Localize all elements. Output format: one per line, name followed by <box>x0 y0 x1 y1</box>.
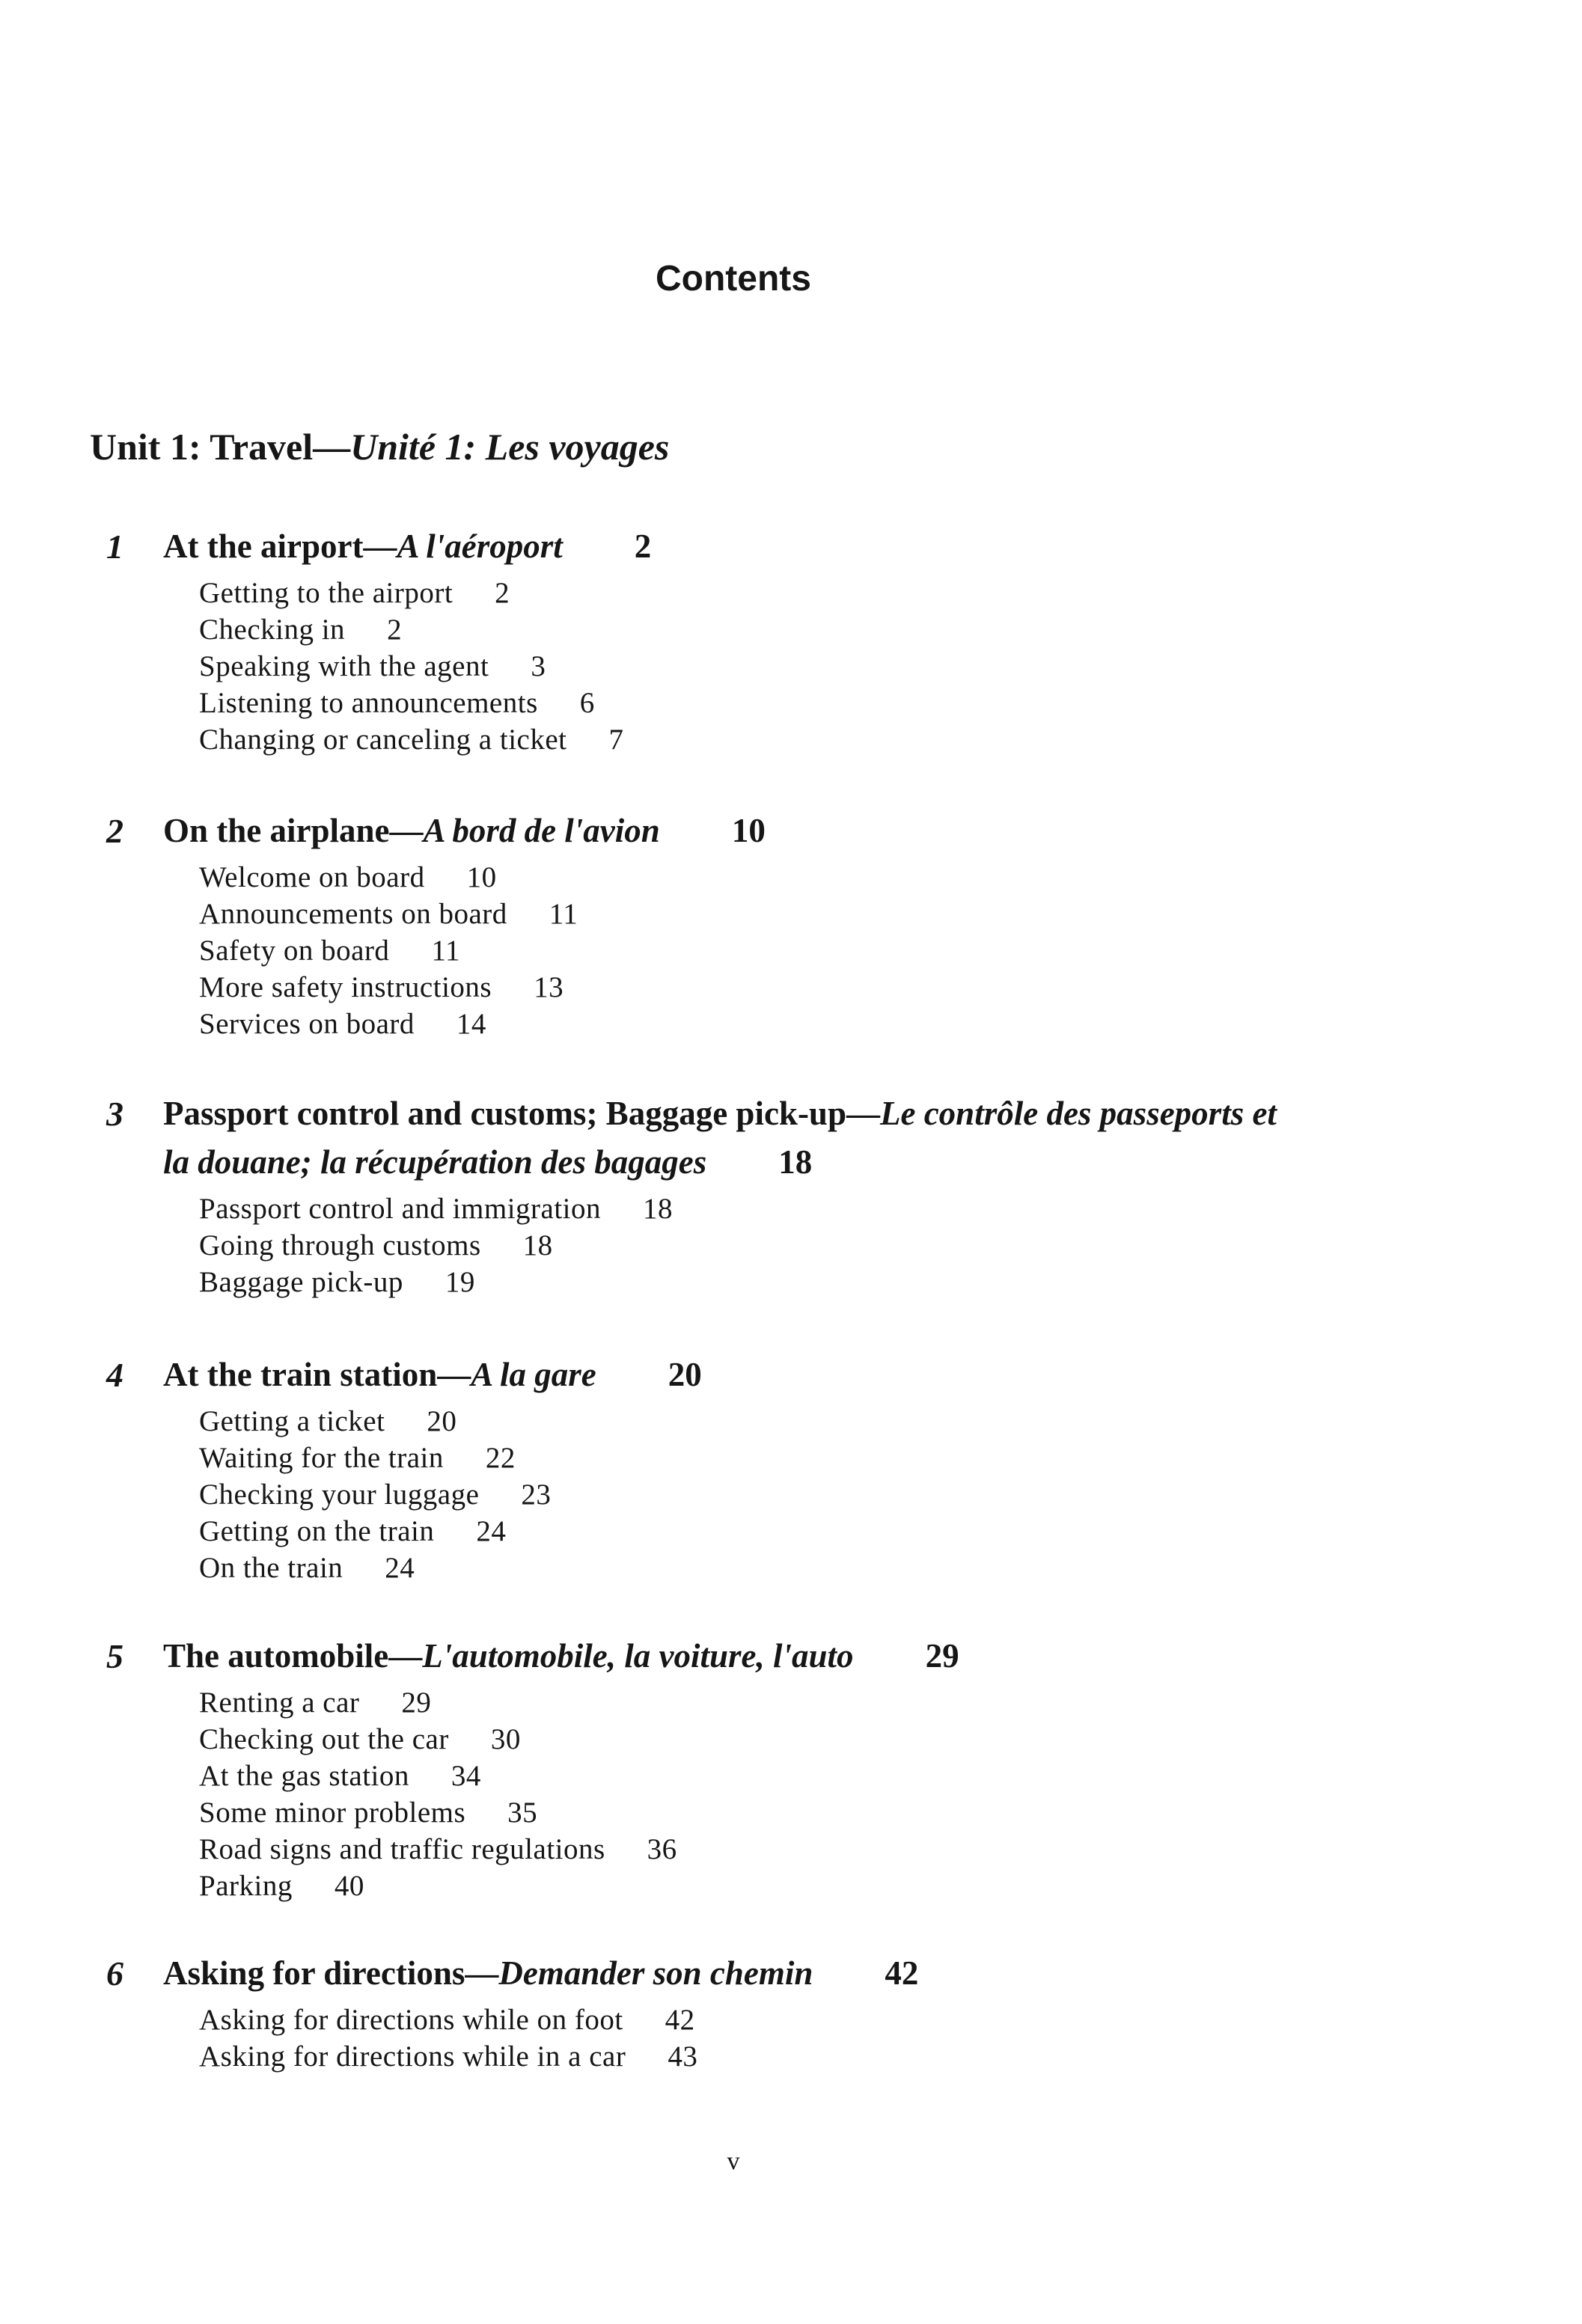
chapter-title-french: Le contrôle des passeports et <box>880 1095 1277 1132</box>
section-title: Announcements on board <box>199 898 507 930</box>
section-page-number: 18 <box>522 1229 553 1262</box>
section-entry[interactable] <box>199 1265 475 1299</box>
section-entry[interactable] <box>199 686 595 720</box>
section-title: Going through customs <box>199 1229 481 1262</box>
section-title: On the train <box>199 1552 343 1584</box>
section-title: Listening to announcements <box>199 687 538 719</box>
section-entry[interactable] <box>199 1832 677 1866</box>
chapter-number: 1 <box>106 528 123 566</box>
section-page-number: 35 <box>507 1796 538 1829</box>
section-title: Welcome on board <box>199 861 425 893</box>
unit-label-french: Unité 1: Les voyages <box>350 426 670 468</box>
section-page-number: 11 <box>549 898 578 930</box>
section-entry[interactable] <box>199 1869 364 1903</box>
section-entry[interactable] <box>199 649 546 683</box>
section-entry[interactable] <box>199 1229 553 1262</box>
chapter-title-english: The automobile— <box>163 1637 423 1675</box>
chapter-title[interactable] <box>163 1954 918 1993</box>
section-title: Road signs and traffic regulations <box>199 1833 605 1865</box>
section-title: Speaking with the agent <box>199 650 489 682</box>
chapter-title-continued[interactable] <box>163 1143 812 1181</box>
section-page-number: 19 <box>445 1266 475 1298</box>
chapter-page-number: 29 <box>925 1637 959 1675</box>
section-title: Checking your luggage <box>199 1479 480 1511</box>
section-entry[interactable] <box>199 2003 695 2037</box>
section-page-number: 43 <box>668 2040 698 2073</box>
section-page-number: 29 <box>401 1687 432 1719</box>
section-entry[interactable] <box>199 1404 456 1438</box>
section-title: Renting a car <box>199 1687 360 1719</box>
section-page-number: 3 <box>531 650 546 682</box>
section-title: Parking <box>199 1870 293 1902</box>
section-entry[interactable] <box>199 860 497 894</box>
unit-label: Unit 1: Travel— <box>90 426 351 468</box>
section-title: Waiting for the train <box>199 1442 444 1474</box>
section-page-number: 23 <box>521 1479 552 1511</box>
page-title: Contents <box>656 259 811 299</box>
section-page-number: 24 <box>385 1552 415 1584</box>
section-page-number: 6 <box>579 687 595 719</box>
chapter-title-french: Demander son chemin <box>498 1954 813 1992</box>
chapter-title-english: At the train station— <box>163 1356 471 1393</box>
section-title: Getting on the train <box>199 1515 435 1547</box>
unit-heading <box>90 425 669 468</box>
section-entry[interactable] <box>199 2040 697 2073</box>
section-page-number: 14 <box>456 1008 486 1040</box>
section-entry[interactable] <box>199 897 578 931</box>
section-title: Some minor problems <box>199 1796 466 1829</box>
chapter-title-english: At the airport— <box>163 528 397 565</box>
chapter-title[interactable] <box>163 1636 959 1675</box>
section-title: Baggage pick-up <box>199 1266 403 1298</box>
chapter-title-english: Passport control and customs; Baggage pick-up— <box>163 1095 880 1132</box>
section-title: Safety on board <box>199 935 390 967</box>
section-title: Getting a ticket <box>199 1405 385 1437</box>
section-entry[interactable] <box>199 1722 521 1756</box>
section-page-number: 40 <box>334 1870 364 1902</box>
section-page-number: 20 <box>427 1405 457 1437</box>
chapter-title-french: A la gare <box>471 1356 596 1393</box>
section-page-number: 2 <box>495 577 510 609</box>
section-title: Checking in <box>199 614 346 646</box>
section-title: Services on board <box>199 1008 415 1040</box>
section-page-number: 30 <box>490 1723 521 1755</box>
chapter-number: 3 <box>106 1095 123 1133</box>
chapter-page-number: 10 <box>731 812 766 849</box>
chapter-title-french-line2: la douane; la récupération des bagages <box>163 1143 707 1181</box>
section-page-number: 24 <box>476 1515 507 1547</box>
chapter-number: 6 <box>106 1954 123 1993</box>
section-entry[interactable] <box>199 723 624 756</box>
section-page-number: 34 <box>451 1760 481 1792</box>
section-title: Asking for directions while on foot <box>199 2004 623 2036</box>
chapter-page-number: 42 <box>885 1954 919 1992</box>
chapter-title[interactable] <box>163 1094 1277 1133</box>
chapter-title-french: A l'aéroport <box>397 528 563 565</box>
chapter-title-english: Asking for directions— <box>163 1954 499 1992</box>
section-page-number: 10 <box>466 861 497 893</box>
section-entry[interactable] <box>199 1007 486 1041</box>
chapter-title-english: On the airplane— <box>163 812 424 849</box>
section-entry[interactable] <box>199 613 402 646</box>
section-title: Passport control and immigration <box>199 1193 602 1225</box>
section-entry[interactable] <box>199 1551 415 1585</box>
section-page-number: 13 <box>534 971 564 1003</box>
chapter-page-number: 18 <box>778 1143 813 1181</box>
section-entry[interactable] <box>199 970 564 1004</box>
section-entry[interactable] <box>199 1478 551 1511</box>
chapter-number: 2 <box>106 812 123 850</box>
chapter-page-number: 2 <box>634 528 652 565</box>
chapter-number: 4 <box>106 1356 123 1394</box>
section-entry[interactable] <box>199 576 510 610</box>
page-folio: v <box>727 2147 740 2175</box>
section-page-number: 42 <box>665 2004 695 2036</box>
section-entry[interactable] <box>199 1759 481 1793</box>
chapter-title[interactable] <box>163 527 651 566</box>
section-entry[interactable] <box>199 1192 673 1226</box>
section-entry[interactable] <box>199 1514 506 1548</box>
section-title: Checking out the car <box>199 1723 449 1755</box>
section-page-number: 36 <box>647 1833 677 1865</box>
section-title: Changing or canceling a ticket <box>199 724 567 756</box>
section-title: Asking for directions while in a car <box>199 2040 626 2073</box>
section-page-number: 18 <box>643 1193 674 1225</box>
chapter-title[interactable] <box>163 1355 702 1394</box>
chapter-page-number: 20 <box>668 1356 702 1393</box>
chapter-title[interactable] <box>163 811 766 850</box>
section-title: At the gas station <box>199 1760 409 1792</box>
section-page-number: 22 <box>485 1442 516 1474</box>
section-entry[interactable] <box>199 1796 537 1829</box>
chapter-number: 5 <box>106 1637 123 1675</box>
section-title: Getting to the airport <box>199 577 453 609</box>
section-title: More safety instructions <box>199 971 492 1003</box>
section-page-number: 2 <box>387 614 403 646</box>
chapter-title-french: A bord de l'avion <box>423 812 660 849</box>
section-page-number: 7 <box>608 724 624 756</box>
section-page-number: 11 <box>431 935 460 967</box>
section-entry[interactable] <box>199 1686 431 1719</box>
section-entry[interactable] <box>199 934 460 967</box>
chapter-title-french: L'automobile, la voiture, l'auto <box>422 1637 854 1675</box>
section-entry[interactable] <box>199 1441 516 1475</box>
